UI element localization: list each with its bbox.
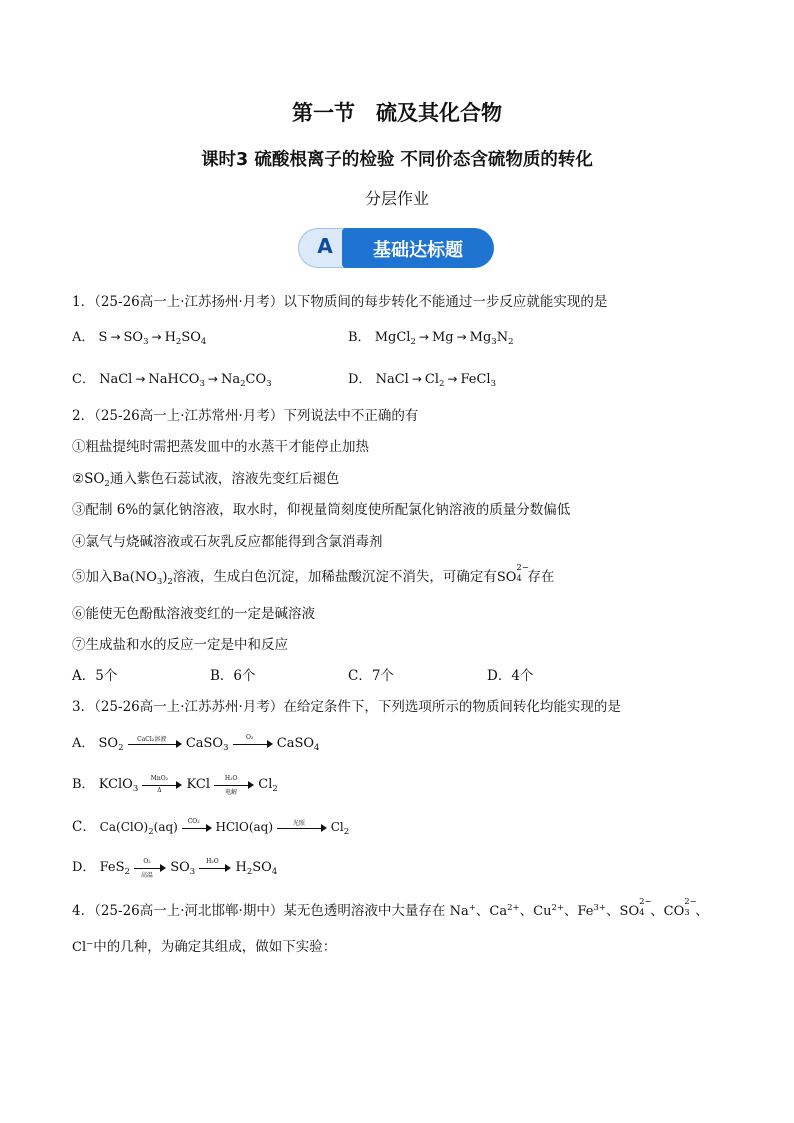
banner-label-box (342, 228, 494, 268)
statement-5-suffix: 存在 (527, 569, 555, 585)
option-label: A． (72, 330, 95, 345)
question-2-option-b: B．6个 (210, 668, 256, 684)
question-3-stem: 3．（25-26高一上·江苏苏州·月考）在给定条件下，下列选项所示的物质间转化均能实现的是 (72, 699, 621, 715)
statement-6: ⑥能使无色酚酞溶液变红的一定是碱溶液 (72, 606, 315, 622)
question-2-option-a: A．5个 (72, 668, 118, 684)
section-banner (298, 228, 494, 268)
reaction-arrow: H₂O (199, 861, 231, 875)
option-label: B． (72, 777, 95, 792)
question-4-stem-line-1: 4．（25-26高一上·河北邯郸·期中）某无色透明溶液中大量存在 Na+、$Ca^{2+}$、$Cu^{2+}$、$Fe^{3+}$、SO 2− 4 、CO 2− 3 、 (72, 897, 709, 919)
option-label: B． (348, 330, 371, 345)
statement-4: ④氯气与烧碱溶液或石灰乳反应都能得到含氯消毒剂 (72, 534, 383, 550)
question-2-option-d: D．4个 (487, 668, 534, 684)
question-3-option-b: B． KClO$_3$ MnO₂ Δ KCl H₂O 电解 $Cl_2$ (72, 774, 278, 796)
statement-1: ①粗盐提纯时需把蒸发皿中的水蒸干才能停止加热 (72, 439, 369, 455)
question-2-option-c: C．7个 (348, 668, 394, 684)
banner-text: 基础达标题 (373, 240, 463, 261)
reaction-arrow: 光照 (277, 821, 327, 835)
question-1-stem: 1．（25-26高一上·江苏扬州·月考）以下物质间的每步转化不能通过一步反应就能实现的是 (72, 294, 608, 310)
question-3-option-a: A． $SO_2$ CaCl₂溶液 CaSO$_3$ O₂ CaSO$_4$ (72, 733, 320, 753)
reaction-arrow: MnO₂ Δ (142, 778, 182, 792)
banner-letter: A (317, 234, 333, 258)
statement-2: $②SO_2$通入紫色石蕊试液，溶液先变红后褪色 (72, 471, 340, 489)
reaction-arrow: CaCl₂溶液 (128, 737, 182, 751)
statement-3: ③配制 6%的氯化钠溶液，取水时，仰视量筒刻度使所配氯化钠溶液的质量分数偏低 (72, 502, 571, 518)
section-title: 第一节 硫及其化合物 (292, 101, 502, 125)
option-label: D． (348, 372, 372, 387)
question-1-option-d: D． NaCl → $Cl_2$ → FeCl$_3$ (348, 372, 496, 389)
statement-5-prefix: ⑤加入 (72, 569, 113, 585)
statement-2-prefix: ②SO (72, 471, 105, 487)
question-4-stem-line-2: Cl−中的几种，为确定其组成，做如下实验： (72, 939, 337, 955)
option-label: D． (72, 860, 96, 875)
question-1-option-a: A． $S \to SO_3 \to H_2SO_4$ (72, 330, 207, 347)
reaction-arrow: O₂ 高温 (134, 861, 166, 875)
statement-2-text: 通入紫色石蕊试液，溶液先变红后褪色 (109, 471, 340, 487)
lesson-title: 课时3 硫酸根离子的检验 不同价态含硫物质的转化 (201, 150, 593, 170)
statement-5-text: 溶液，生成白色沉淀，加稀盐酸沉淀不消失，可确定有 (172, 569, 497, 585)
page-subtitle: 分层作业 (364, 189, 429, 208)
reaction-arrow: O₂ (233, 737, 273, 751)
option-label: C． (72, 819, 96, 835)
question-4-stem-text: 4．（25-26高一上·河北邯郸·期中）某无色透明溶液中大量存在 (72, 903, 446, 919)
question-3-option-c: C． $Ca(ClO)_2(aq)$ CO₂ HClO(aq) 光照 $Cl_2$ (72, 817, 350, 837)
statement-5: ⑤加入$Ba(NO_3)_2$溶液，生成白色沉淀，加稀盐酸沉淀不消失，可确定有SO 2− 4 存在 (72, 563, 555, 587)
question-4-stem-text-2: 中的几种，为确定其组成，做如下实验： (93, 939, 337, 955)
question-1-option-b: B． MgCl$_2$ → $Mg \to Mg_3N_2$ (348, 330, 514, 347)
option-label: A． (72, 736, 95, 751)
question-3-option-d: D． FeS$_2$ O₂ 高温 $SO_3$ H₂O $H_2SO_4$ (72, 857, 278, 879)
question-2-stem: 2．（25-26高一上·江苏常州·月考）下列说法中不正确的有 (72, 408, 419, 424)
reaction-arrow: H₂O 电解 (214, 778, 254, 792)
reaction-arrow: CO₂ (182, 821, 212, 835)
question-1-option-c: C． NaCl → NaHCO$_3$ → $Na_2CO_3$ (72, 372, 272, 389)
option-label: C． (72, 372, 95, 387)
statement-7: ⑦生成盐和水的反应一定是中和反应 (72, 637, 288, 653)
